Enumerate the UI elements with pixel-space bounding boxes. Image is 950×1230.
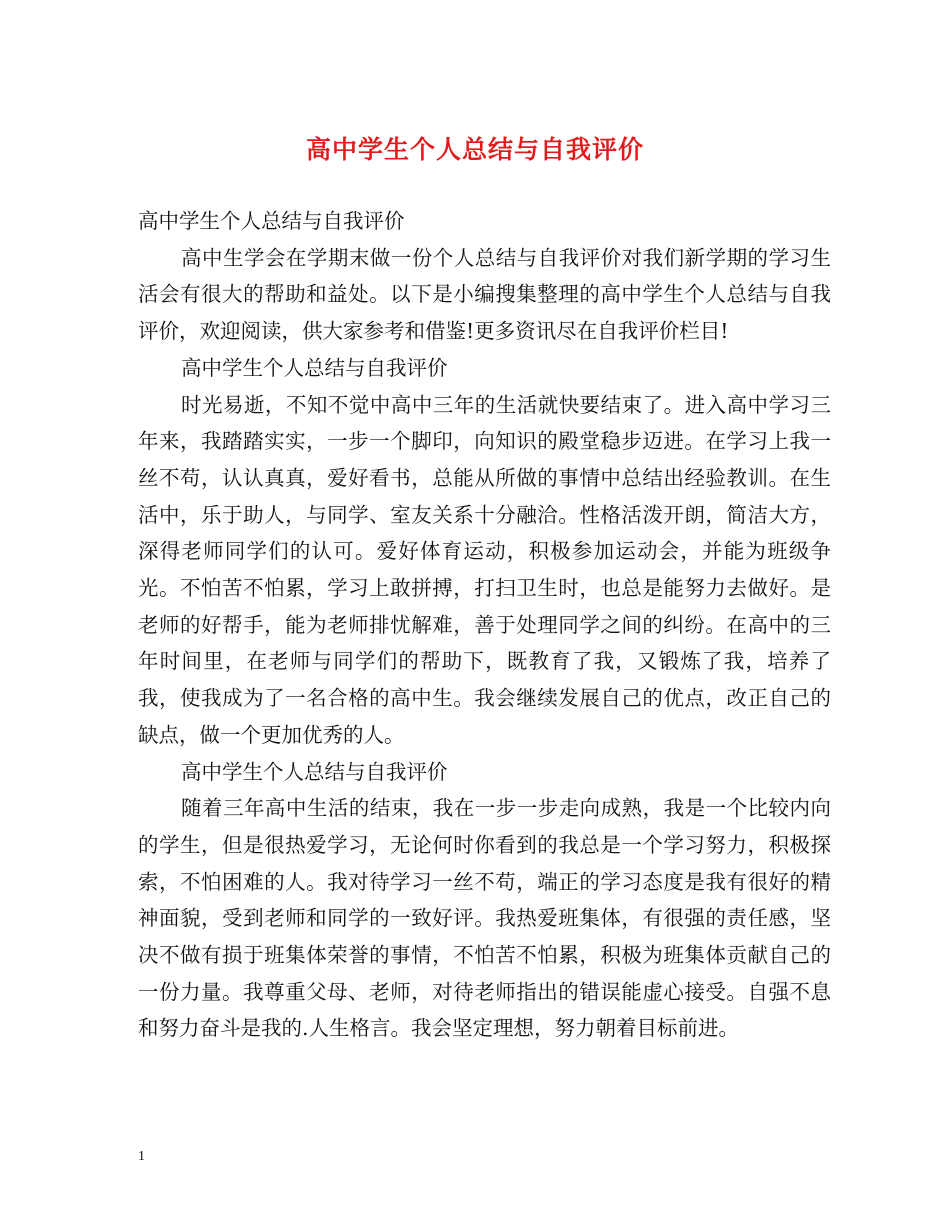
document-title: 高中学生个人总结与自我评价 [305,135,644,164]
intro-paragraph: 高中生学会在学期末做一份个人总结与自我评价对我们新学期的学习生活会有很大的帮助和益处。以下是小编搜集整理的高中学生个人总结与自我评价，欢迎阅读，供大家参考和借鉴!更多资讯尽在自我评价栏目! [138,245,831,344]
document-body [138,203,831,1047]
body-paragraph: 随着三年高中生活的结束，我在一步一步走向成熟，我是一个比较内向的学生，但是很热爱学习，无论何时你看到的我总是一个学习努力，积极探索，不怕困难的人。我对待学习一丝不苟，端正的学习态度是我有很好的精神面貌，受到老师和同学的一致好评。我热爱班集体，有很强的责任感，坚决不做有损于班集体荣誉的事情，不怕苦不怕累，积极为班集体贡献自己的一份力量。我尊重父母、老师，对待老师指出的错误能虚心接受。自强不息和努力奋斗是我的.人生格言。我会坚定理想，努力朝着目标前进。 [138,796,831,1041]
section-heading: 高中学生个人总结与自我评价 [181,355,448,380]
section-heading: 高中学生个人总结与自我评价 [181,759,448,784]
section-heading: 高中学生个人总结与自我评价 [138,209,405,233]
body-paragraph: 时光易逝，不知不觉中高中三年的生活就快要结束了。进入高中学习三年来，我踏踏实实，一步一个脚印，向知识的殿堂稳步迈进。在学习上我一丝不苟，认认真真，爱好看书，总能从所做的事情中总结出经验教训。在生活中，乐于助人，与同学、室友关系十分融洽。性格活泼开朗，简洁大方，深得老师同学们的认可。爱好体育运动，积极参加运动会，并能为班级争光。不怕苦不怕累，学习上敢拼搏，打扫卫生时，也总是能努力去做好。是老师的好帮手，能为老师排忧解难，善于处理同学之间的纠纷。在高中的三年时间里，在老师与同学们的帮助下，既教育了我，又锻炼了我，培养了我，使我成为了一名合格的高中生。我会继续发展自己的优点，改正自己的缺点，做一个更加优秀的人。 [138,392,831,747]
page-number: 1 [138,1149,145,1164]
